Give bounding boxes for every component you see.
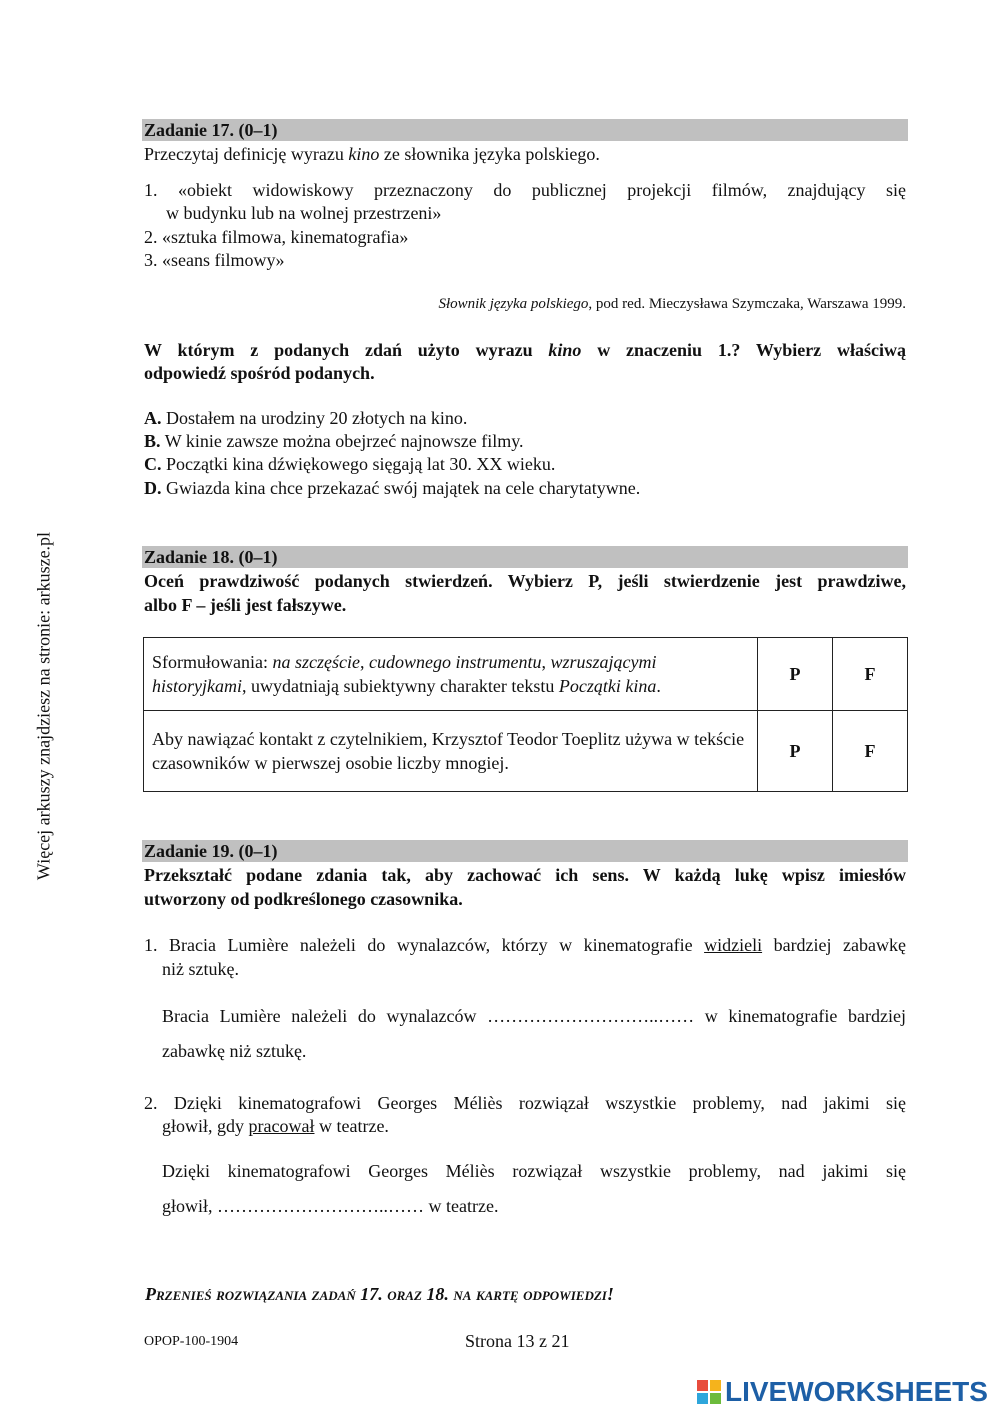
task19-item1-line2: niż sztukę. bbox=[162, 959, 239, 979]
task19-item2-rewrite-line1: Dzięki kinematografowi Georges Méliès rozwiązał wszystkie problemy, nad jakimi się bbox=[162, 1161, 906, 1181]
task17-intro: Przeczytaj definicję wyrazu kino ze słownika języka polskiego. bbox=[144, 144, 600, 164]
task17-header: Zadanie 17. (0–1) bbox=[142, 119, 908, 141]
transfer-answers-note: Przenieś rozwiązania zadań 17. oraz 18. na kartę odpowiedzi! bbox=[145, 1284, 614, 1304]
task19-header: Zadanie 19. (0–1) bbox=[142, 840, 908, 862]
task19-item1-rewrite-line2: zabawkę niż sztukę. bbox=[162, 1041, 307, 1061]
task19-item1-line1: 1. Bracia Lumière należeli do wynalazców, którzy w kinematografie widzieli bardziej zabawkę bbox=[144, 935, 906, 955]
task18-instruction-line1: Oceń prawdziwość podanych stwierdzeń. Wybierz P, jeśli stwierdzenie jest prawdziwe, bbox=[144, 571, 906, 591]
task19-item2-line2: głowił, gdy pracował w teatrze. bbox=[162, 1116, 389, 1136]
statement-1-false-option[interactable]: F bbox=[833, 638, 908, 711]
task17-option-d[interactable]: D. Gwiazda kina chce przekazać swój majątek na cele charytatywne. bbox=[144, 478, 641, 498]
task17-definition-3: 3. «seans filmowy» bbox=[144, 250, 285, 270]
page-number: Strona 13 z 21 bbox=[465, 1331, 570, 1351]
statement-1-true-option[interactable]: P bbox=[758, 638, 833, 711]
task17-question-line2: odpowiedź spośród podanych. bbox=[144, 363, 375, 383]
statement-2-true-option[interactable]: P bbox=[758, 711, 833, 792]
task17-source: Słownik języka polskiego, pod red. Mieczysława Szymczaka, Warszawa 1999. bbox=[438, 296, 906, 312]
statement-2: Aby nawiązać kontakt z czytelnikiem, Krzysztof Teodor Toeplitz używa w tekście czasowników w pierwszej osobie liczby mnogiej. bbox=[144, 711, 758, 792]
sidebar-watermark-text: Więcej arkuszy znajdziesz na stronie: arkusze.pl bbox=[33, 531, 54, 881]
task18-instruction-line2: albo F – jeśli jest fałszywe. bbox=[144, 595, 347, 615]
task19-item2-line1: 2. Dzięki kinematografowi Georges Méliès rozwiązał wszystkie problemy, nad jakimi się bbox=[144, 1093, 906, 1113]
task17-question-line1: W którym z podanych zdań użyto wyrazu kino w znaczeniu 1.? Wybierz właściwą bbox=[144, 340, 906, 360]
table-row bbox=[144, 711, 908, 792]
liveworksheets-brand[interactable] bbox=[697, 1376, 988, 1408]
task17-definition-2: 2. «sztuka filmowa, kinematografia» bbox=[144, 227, 409, 247]
task17-option-a[interactable]: A. Dostałem na urodziny 20 złotych na kino. bbox=[144, 408, 468, 428]
liveworksheets-brand-text: LIVEWORKSHEETS bbox=[725, 1376, 988, 1407]
task17-option-b[interactable]: B. W kinie zawsze można obejrzeć najnowsze filmy. bbox=[144, 431, 524, 451]
task19-item1-answer-gap[interactable]: Bracia Lumière należeli do wynalazców ………………………..…… w kinematografie bardziej bbox=[162, 1006, 906, 1026]
task19-instruction-line2: utworzony od podkreślonego czasownika. bbox=[144, 889, 463, 909]
task19-item2-answer-gap[interactable]: głowił, ………………………..…… w teatrze. bbox=[162, 1196, 499, 1216]
task17-definition-1: 1. «obiekt widowiskowy przeznaczony do publicznej projekcji filmów, znajdujący się bbox=[144, 180, 906, 200]
task19-instruction-line1: Przekształć podane zdania tak, aby zachować ich sens. W każdą lukę wpisz imiesłów bbox=[144, 865, 906, 885]
task18-header: Zadanie 18. (0–1) bbox=[142, 546, 908, 568]
task17-option-c[interactable]: C. Początki kina dźwiękowego sięgają lat 30. XX wieku. bbox=[144, 454, 556, 474]
statement-1: Sformułowania: na szczęście, cudownego instrumentu, wzruszającymi historyjkami, uwydatniają subiektywny charakter tekstu Początki kina. bbox=[144, 638, 758, 711]
liveworksheets-logo-icon bbox=[697, 1380, 721, 1404]
exam-code: OPOP-100-1904 bbox=[144, 1334, 239, 1349]
statement-2-false-option[interactable]: F bbox=[833, 711, 908, 792]
table-row bbox=[144, 638, 908, 711]
true-false-table bbox=[143, 637, 908, 792]
task17-definition-1-cont: w budynku lub na wolnej przestrzeni» bbox=[166, 203, 442, 223]
